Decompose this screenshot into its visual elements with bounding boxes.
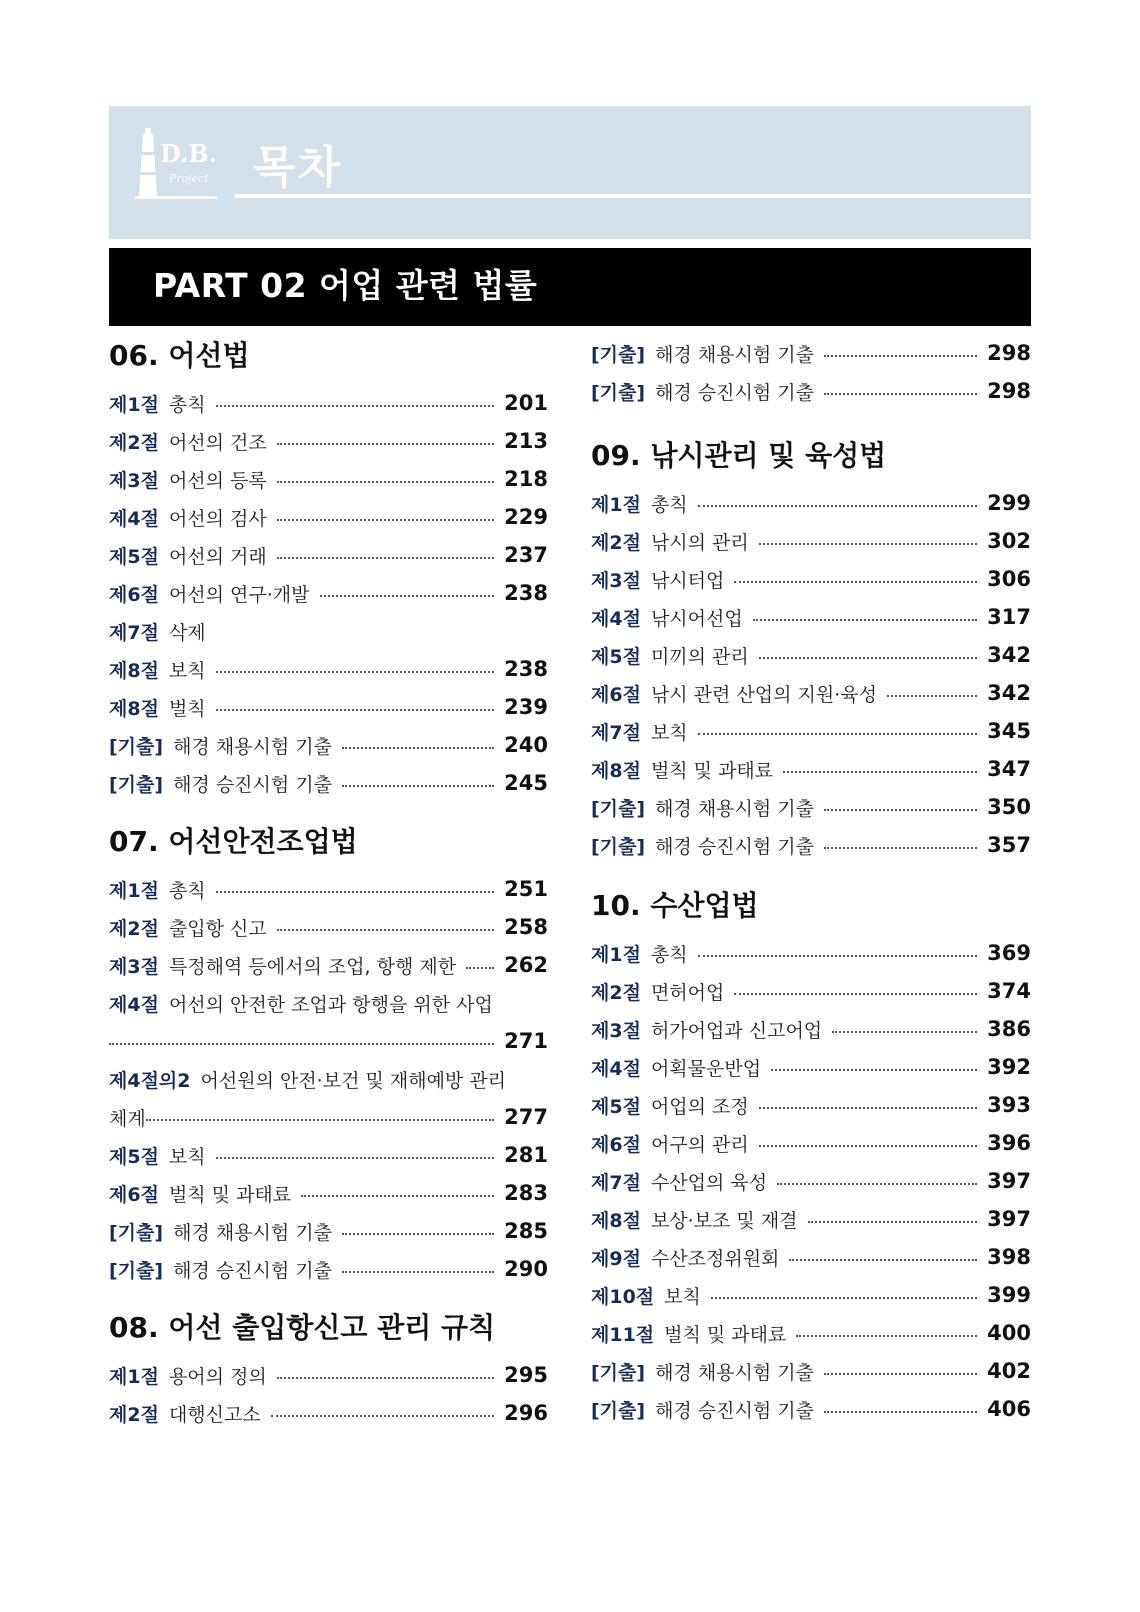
- entry-label: [기출]: [109, 1259, 164, 1282]
- leader-dots: [711, 1297, 977, 1299]
- entry-label: 제4절: [109, 993, 159, 1016]
- toc-entry[interactable]: [109, 384, 548, 422]
- toc-entry[interactable]: [109, 1060, 548, 1098]
- entry-text: 총칙: [168, 879, 206, 902]
- entry-page: 406: [987, 1397, 1031, 1421]
- entry-text: 벌칙: [168, 697, 206, 720]
- leader-dots: [146, 1119, 494, 1121]
- entry-label: 제3절: [591, 1019, 641, 1042]
- leader-dots: [783, 771, 977, 773]
- toc-entry[interactable]: [591, 1086, 1031, 1124]
- entry-label: 제1절: [591, 943, 641, 966]
- entry-text: 총칙: [650, 943, 688, 966]
- toc-entry[interactable]: [109, 612, 548, 650]
- toc-entry[interactable]: [591, 1162, 1031, 1200]
- leader-dots: [759, 1107, 977, 1109]
- chapter-entries: [109, 1356, 548, 1432]
- entry-text: 대행신고소: [168, 1403, 261, 1426]
- entry-text: 벌칙 및 과태료: [650, 759, 774, 782]
- entry-page: 317: [987, 605, 1031, 629]
- toc-entry[interactable]: [591, 372, 1031, 410]
- entry-label: 제5절: [591, 1095, 641, 1118]
- leader-dots: [342, 1233, 494, 1235]
- entry-page: 393: [987, 1093, 1031, 1117]
- chapter-entries: [591, 934, 1031, 1428]
- entry-page: 262: [504, 953, 548, 977]
- entry-label: [기출]: [591, 835, 646, 858]
- toc-entry[interactable]: [109, 536, 548, 574]
- entry-label: [기출]: [591, 343, 646, 366]
- toc-entry[interactable]: [591, 826, 1031, 864]
- page-title: 목차: [253, 142, 343, 193]
- entry-text: 해경 채용시험 기출: [655, 797, 814, 820]
- entry-label: 제4절의2: [109, 1069, 191, 1092]
- leader-dots: [824, 847, 977, 849]
- entry-page: 218: [504, 467, 548, 491]
- toc-entry[interactable]: [591, 1124, 1031, 1162]
- entry-page: 281: [504, 1143, 548, 1167]
- entry-text: 벌칙 및 과태료: [168, 1183, 292, 1206]
- entry-text: 해경 승진시험 기출: [655, 381, 814, 404]
- leader-dots: [277, 557, 494, 559]
- leader-dots: [698, 733, 978, 735]
- entry-text: 총칙: [168, 393, 206, 416]
- toc-right-column: [591, 334, 1031, 1428]
- entry-page: 277: [504, 1105, 548, 1129]
- entry-label: 제4절: [591, 607, 641, 630]
- entry-page: 245: [504, 771, 548, 795]
- entry-page: 229: [504, 505, 548, 529]
- toc-entry[interactable]: [591, 1314, 1031, 1352]
- leader-dots: [824, 355, 977, 357]
- entry-label: 제6절: [591, 683, 641, 706]
- toc-entry[interactable]: [109, 650, 548, 688]
- entry-page: 258: [504, 915, 548, 939]
- toc-entry[interactable]: [591, 1352, 1031, 1390]
- toc-entry[interactable]: [109, 1212, 548, 1250]
- entry-page: 298: [987, 341, 1031, 365]
- entry-page: 201: [504, 391, 548, 415]
- entry-page: 350: [987, 795, 1031, 819]
- svg-text:D.B.: D.B.: [160, 139, 217, 168]
- toc-entry[interactable]: [109, 870, 548, 908]
- entry-text: 낚시 관련 산업의 지원·육성: [650, 683, 877, 706]
- entry-label: [기출]: [109, 773, 164, 796]
- leader-dots: [824, 809, 977, 811]
- entry-text: 어선의 등록: [168, 469, 267, 492]
- toc-entry[interactable]: [591, 1200, 1031, 1238]
- entry-label: 제5절: [109, 1145, 159, 1168]
- header-rule: [235, 194, 1031, 198]
- leader-dots: [887, 695, 977, 697]
- toc-entry[interactable]: [591, 934, 1031, 972]
- toc-entry[interactable]: [591, 1390, 1031, 1428]
- leader-dots: [753, 619, 977, 621]
- toc-entry[interactable]: [109, 498, 548, 536]
- entry-page: 357: [987, 833, 1031, 857]
- entry-page: 290: [504, 1257, 548, 1281]
- entry-text: 용어의 정의: [168, 1365, 267, 1388]
- toc-entry[interactable]: [109, 574, 548, 612]
- toc-entry[interactable]: [591, 598, 1031, 636]
- leader-dots: [759, 543, 977, 545]
- entry-label: 제1절: [109, 1365, 159, 1388]
- leader-dots: [824, 393, 977, 395]
- entry-label: [기출]: [591, 1361, 646, 1384]
- entry-label: 제8절: [591, 759, 641, 782]
- entry-page: 397: [987, 1207, 1031, 1231]
- leader-dots: [277, 1377, 494, 1379]
- entry-text: 출입항 신고: [168, 917, 267, 940]
- leader-dots: [796, 1335, 977, 1337]
- entry-page: 396: [987, 1131, 1031, 1155]
- leader-dots: [271, 1415, 494, 1417]
- entry-text: 해경 승진시험 기출: [655, 1399, 814, 1422]
- entry-label: [기출]: [591, 797, 646, 820]
- toc-entry[interactable]: [591, 484, 1031, 522]
- leader-dots: [789, 1259, 977, 1261]
- lighthouse-logo-icon: [135, 124, 217, 204]
- entry-text: 어선의 안전한 조업과 항행을 위한 사업: [168, 993, 493, 1016]
- entry-label: 제10절: [591, 1285, 655, 1308]
- toc-entry[interactable]: [109, 460, 548, 498]
- entry-text: 어획물운반업: [650, 1057, 762, 1080]
- toc-entry[interactable]: [591, 334, 1031, 372]
- entry-label: 제8절: [109, 659, 159, 682]
- entry-page: 239: [504, 695, 548, 719]
- toc-entry[interactable]: [591, 560, 1031, 598]
- entry-page: 397: [987, 1169, 1031, 1193]
- entry-text: 해경 승진시험 기출: [173, 1259, 332, 1282]
- entry-page: 392: [987, 1055, 1031, 1079]
- entry-text: 낚시어선업: [650, 607, 743, 630]
- entry-page: 386: [987, 1017, 1031, 1041]
- leader-dots: [734, 581, 977, 583]
- toc-entry[interactable]: [591, 788, 1031, 826]
- entry-label: 제2절: [109, 1403, 159, 1426]
- entry-text: 보칙: [168, 1145, 206, 1168]
- toc-entry[interactable]: [591, 522, 1031, 560]
- chapter-entries: [109, 870, 548, 1288]
- leader-dots: [698, 505, 978, 507]
- entry-page: 238: [504, 657, 548, 681]
- entry-page: 398: [987, 1245, 1031, 1269]
- toc-entry[interactable]: [109, 1136, 548, 1174]
- entry-text: 미끼의 관리: [650, 645, 749, 668]
- entry-text: 면허어업: [650, 981, 725, 1004]
- entry-text: 낚시의 관리: [650, 531, 749, 554]
- entry-page: 271: [504, 1029, 548, 1053]
- leader-dots: [216, 891, 495, 893]
- leader-dots: [342, 785, 494, 787]
- leader-dots: [277, 519, 494, 521]
- toc-entry[interactable]: [591, 636, 1031, 674]
- toc-entry[interactable]: [591, 674, 1031, 712]
- leader-dots: [277, 443, 494, 445]
- entry-text: 보칙: [650, 721, 688, 744]
- chapter-title: 06. 어선법: [109, 339, 250, 372]
- toc-entry[interactable]: [109, 688, 548, 726]
- entry-label: 제8절: [591, 1209, 641, 1232]
- entry-page: 302: [987, 529, 1031, 553]
- entry-page: 345: [987, 719, 1031, 743]
- leader-dots: [759, 1145, 977, 1147]
- entry-page: 213: [504, 429, 548, 453]
- toc-entry[interactable]: [591, 972, 1031, 1010]
- svg-text:Project: Project: [169, 172, 209, 185]
- entry-page: 347: [987, 757, 1031, 781]
- leader-dots: [466, 967, 494, 969]
- entry-page: 369: [987, 941, 1031, 965]
- entry-label: 제7절: [591, 721, 641, 744]
- toc-entry[interactable]: [591, 712, 1031, 750]
- leader-dots: [824, 1411, 977, 1413]
- entry-label: 제2절: [109, 917, 159, 940]
- entry-text: 특정해역 등에서의 조업, 항행 제한: [168, 955, 457, 978]
- entry-label: 제2절: [591, 981, 641, 1004]
- entry-page: 296: [504, 1401, 548, 1425]
- chapter-title: 09. 낚시관리 및 육성법: [591, 439, 887, 472]
- leader-dots: [808, 1221, 978, 1223]
- leader-dots: [824, 1373, 977, 1375]
- leader-dots: [216, 1157, 495, 1159]
- entry-label: 제6절: [109, 583, 159, 606]
- entry-page: 342: [987, 643, 1031, 667]
- entry-label: 제7절: [109, 621, 159, 644]
- entry-label: 제1절: [591, 493, 641, 516]
- leader-dots: [216, 709, 495, 711]
- leader-dots: [301, 1195, 494, 1197]
- entry-text: 허가어업과 신고어업: [650, 1019, 823, 1042]
- entry-label: 제8절: [109, 697, 159, 720]
- leader-dots: [277, 481, 494, 483]
- entry-label: 제5절: [591, 645, 641, 668]
- entry-page: 374: [987, 979, 1031, 1003]
- entry-label: 제1절: [109, 393, 159, 416]
- chapter-entries: [591, 334, 1031, 410]
- toc-entry[interactable]: [591, 750, 1031, 788]
- chapter-title: 07. 어선안전조업법: [109, 825, 358, 858]
- entry-text: 어선의 거래: [168, 545, 267, 568]
- entry-text: 벌칙 및 과태료: [664, 1323, 787, 1346]
- leader-dots: [342, 747, 494, 749]
- toc-entry[interactable]: [109, 726, 548, 764]
- entry-text: 해경 승진시험 기출: [655, 835, 814, 858]
- toc-entry[interactable]: [591, 1276, 1031, 1314]
- entry-text: 어선의 건조: [168, 431, 267, 454]
- entry-label: 제2절: [591, 531, 641, 554]
- entry-text: 해경 채용시험 기출: [655, 343, 814, 366]
- toc-entry[interactable]: [591, 1238, 1031, 1276]
- entry-page: 399: [987, 1283, 1031, 1307]
- chapter-title: 10. 수산업법: [591, 889, 759, 922]
- toc-entry[interactable]: [109, 1356, 548, 1394]
- toc-entry[interactable]: [591, 1010, 1031, 1048]
- toc-entry[interactable]: [109, 946, 548, 984]
- entry-text: 어업의 조정: [650, 1095, 749, 1118]
- entry-label: 제3절: [109, 955, 159, 978]
- entry-text: 보칙: [664, 1285, 701, 1308]
- toc-entry[interactable]: [109, 1174, 548, 1212]
- leader-dots: [342, 1271, 494, 1273]
- entry-page: 240: [504, 733, 548, 757]
- entry-page: 237: [504, 543, 548, 567]
- entry-text: 어선의 검사: [168, 507, 267, 530]
- entry-text: 해경 채용시험 기출: [173, 1221, 332, 1244]
- entry-page: 238: [504, 581, 548, 605]
- entry-text: 낚시터업: [650, 569, 725, 592]
- toc-entry[interactable]: [109, 908, 548, 946]
- toc-entry[interactable]: [109, 984, 548, 1022]
- entry-label: 제4절: [591, 1057, 641, 1080]
- entry-text: 어선원의 안전·보건 및 재해예방 관리: [200, 1069, 507, 1092]
- leader-dots: [759, 657, 977, 659]
- entry-text: 수산업의 육성: [650, 1171, 768, 1194]
- entry-text-continued: 체계: [109, 1107, 146, 1130]
- entry-text: 해경 승진시험 기출: [173, 773, 332, 796]
- toc-entry-continuation[interactable]: [109, 1098, 548, 1136]
- entry-text: 어선의 연구·개발: [168, 583, 310, 606]
- entry-label: 제4절: [109, 507, 159, 530]
- leader-dots: [698, 955, 978, 957]
- entry-page: 283: [504, 1181, 548, 1205]
- entry-text: 보상·보조 및 재결: [650, 1209, 798, 1232]
- chapter-title: 08. 어선 출입항신고 관리 규칙: [109, 1311, 496, 1344]
- entry-label: [기출]: [109, 735, 164, 758]
- entry-text: 해경 채용시험 기출: [655, 1361, 814, 1384]
- leader-dots: [216, 671, 495, 673]
- chapter-entries: [591, 484, 1031, 864]
- leader-dots: [216, 405, 495, 407]
- part-title: PART 02 어업 관련 법률: [153, 266, 538, 305]
- entry-label: 제7절: [591, 1171, 641, 1194]
- leader-dots: [320, 595, 495, 597]
- chapter-entries: [109, 384, 548, 802]
- entry-label: 제1절: [109, 879, 159, 902]
- entry-page: 400: [987, 1321, 1031, 1345]
- toc-left-column: [109, 334, 548, 1432]
- entry-page: 295: [504, 1363, 548, 1387]
- entry-label: 제5절: [109, 545, 159, 568]
- header-banner: [109, 106, 1031, 239]
- entry-page: 285: [504, 1219, 548, 1243]
- leader-dots: [734, 993, 977, 995]
- leader-dots: [777, 1183, 977, 1185]
- entry-label: 제11절: [591, 1323, 655, 1346]
- entry-text: 해경 채용시험 기출: [173, 735, 332, 758]
- entry-label: [기출]: [591, 1399, 646, 1422]
- entry-label: [기출]: [591, 381, 646, 404]
- entry-text: 총칙: [650, 493, 688, 516]
- part-bar: [109, 248, 1031, 326]
- leader-dots: [771, 1069, 977, 1071]
- entry-label: 제2절: [109, 431, 159, 454]
- entry-label: [기출]: [109, 1221, 164, 1244]
- toc-entry-continuation[interactable]: [109, 1022, 548, 1060]
- entry-page: 342: [987, 681, 1031, 705]
- entry-text: 수산조정위원회: [650, 1247, 780, 1270]
- leader-dots: [832, 1031, 977, 1033]
- toc-entry[interactable]: [109, 764, 548, 802]
- entry-page: 299: [987, 491, 1031, 515]
- entry-page: 298: [987, 379, 1031, 403]
- entry-page: 251: [504, 877, 548, 901]
- entry-text: 삭제: [168, 621, 206, 644]
- entry-page: 306: [987, 567, 1031, 591]
- entry-label: 제6절: [591, 1133, 641, 1156]
- entry-label: 제3절: [109, 469, 159, 492]
- entry-page: 402: [987, 1359, 1031, 1383]
- entry-label: 제6절: [109, 1183, 159, 1206]
- entry-label: 제9절: [591, 1247, 641, 1270]
- toc-entry[interactable]: [591, 1048, 1031, 1086]
- toc-entry[interactable]: [109, 1250, 548, 1288]
- toc-entry[interactable]: [109, 1394, 548, 1432]
- entry-text: 보칙: [168, 659, 206, 682]
- leader-dots: [109, 1043, 494, 1045]
- leader-dots: [277, 929, 494, 931]
- toc-entry[interactable]: [109, 422, 548, 460]
- entry-label: 제3절: [591, 569, 641, 592]
- entry-text: 어구의 관리: [650, 1133, 749, 1156]
